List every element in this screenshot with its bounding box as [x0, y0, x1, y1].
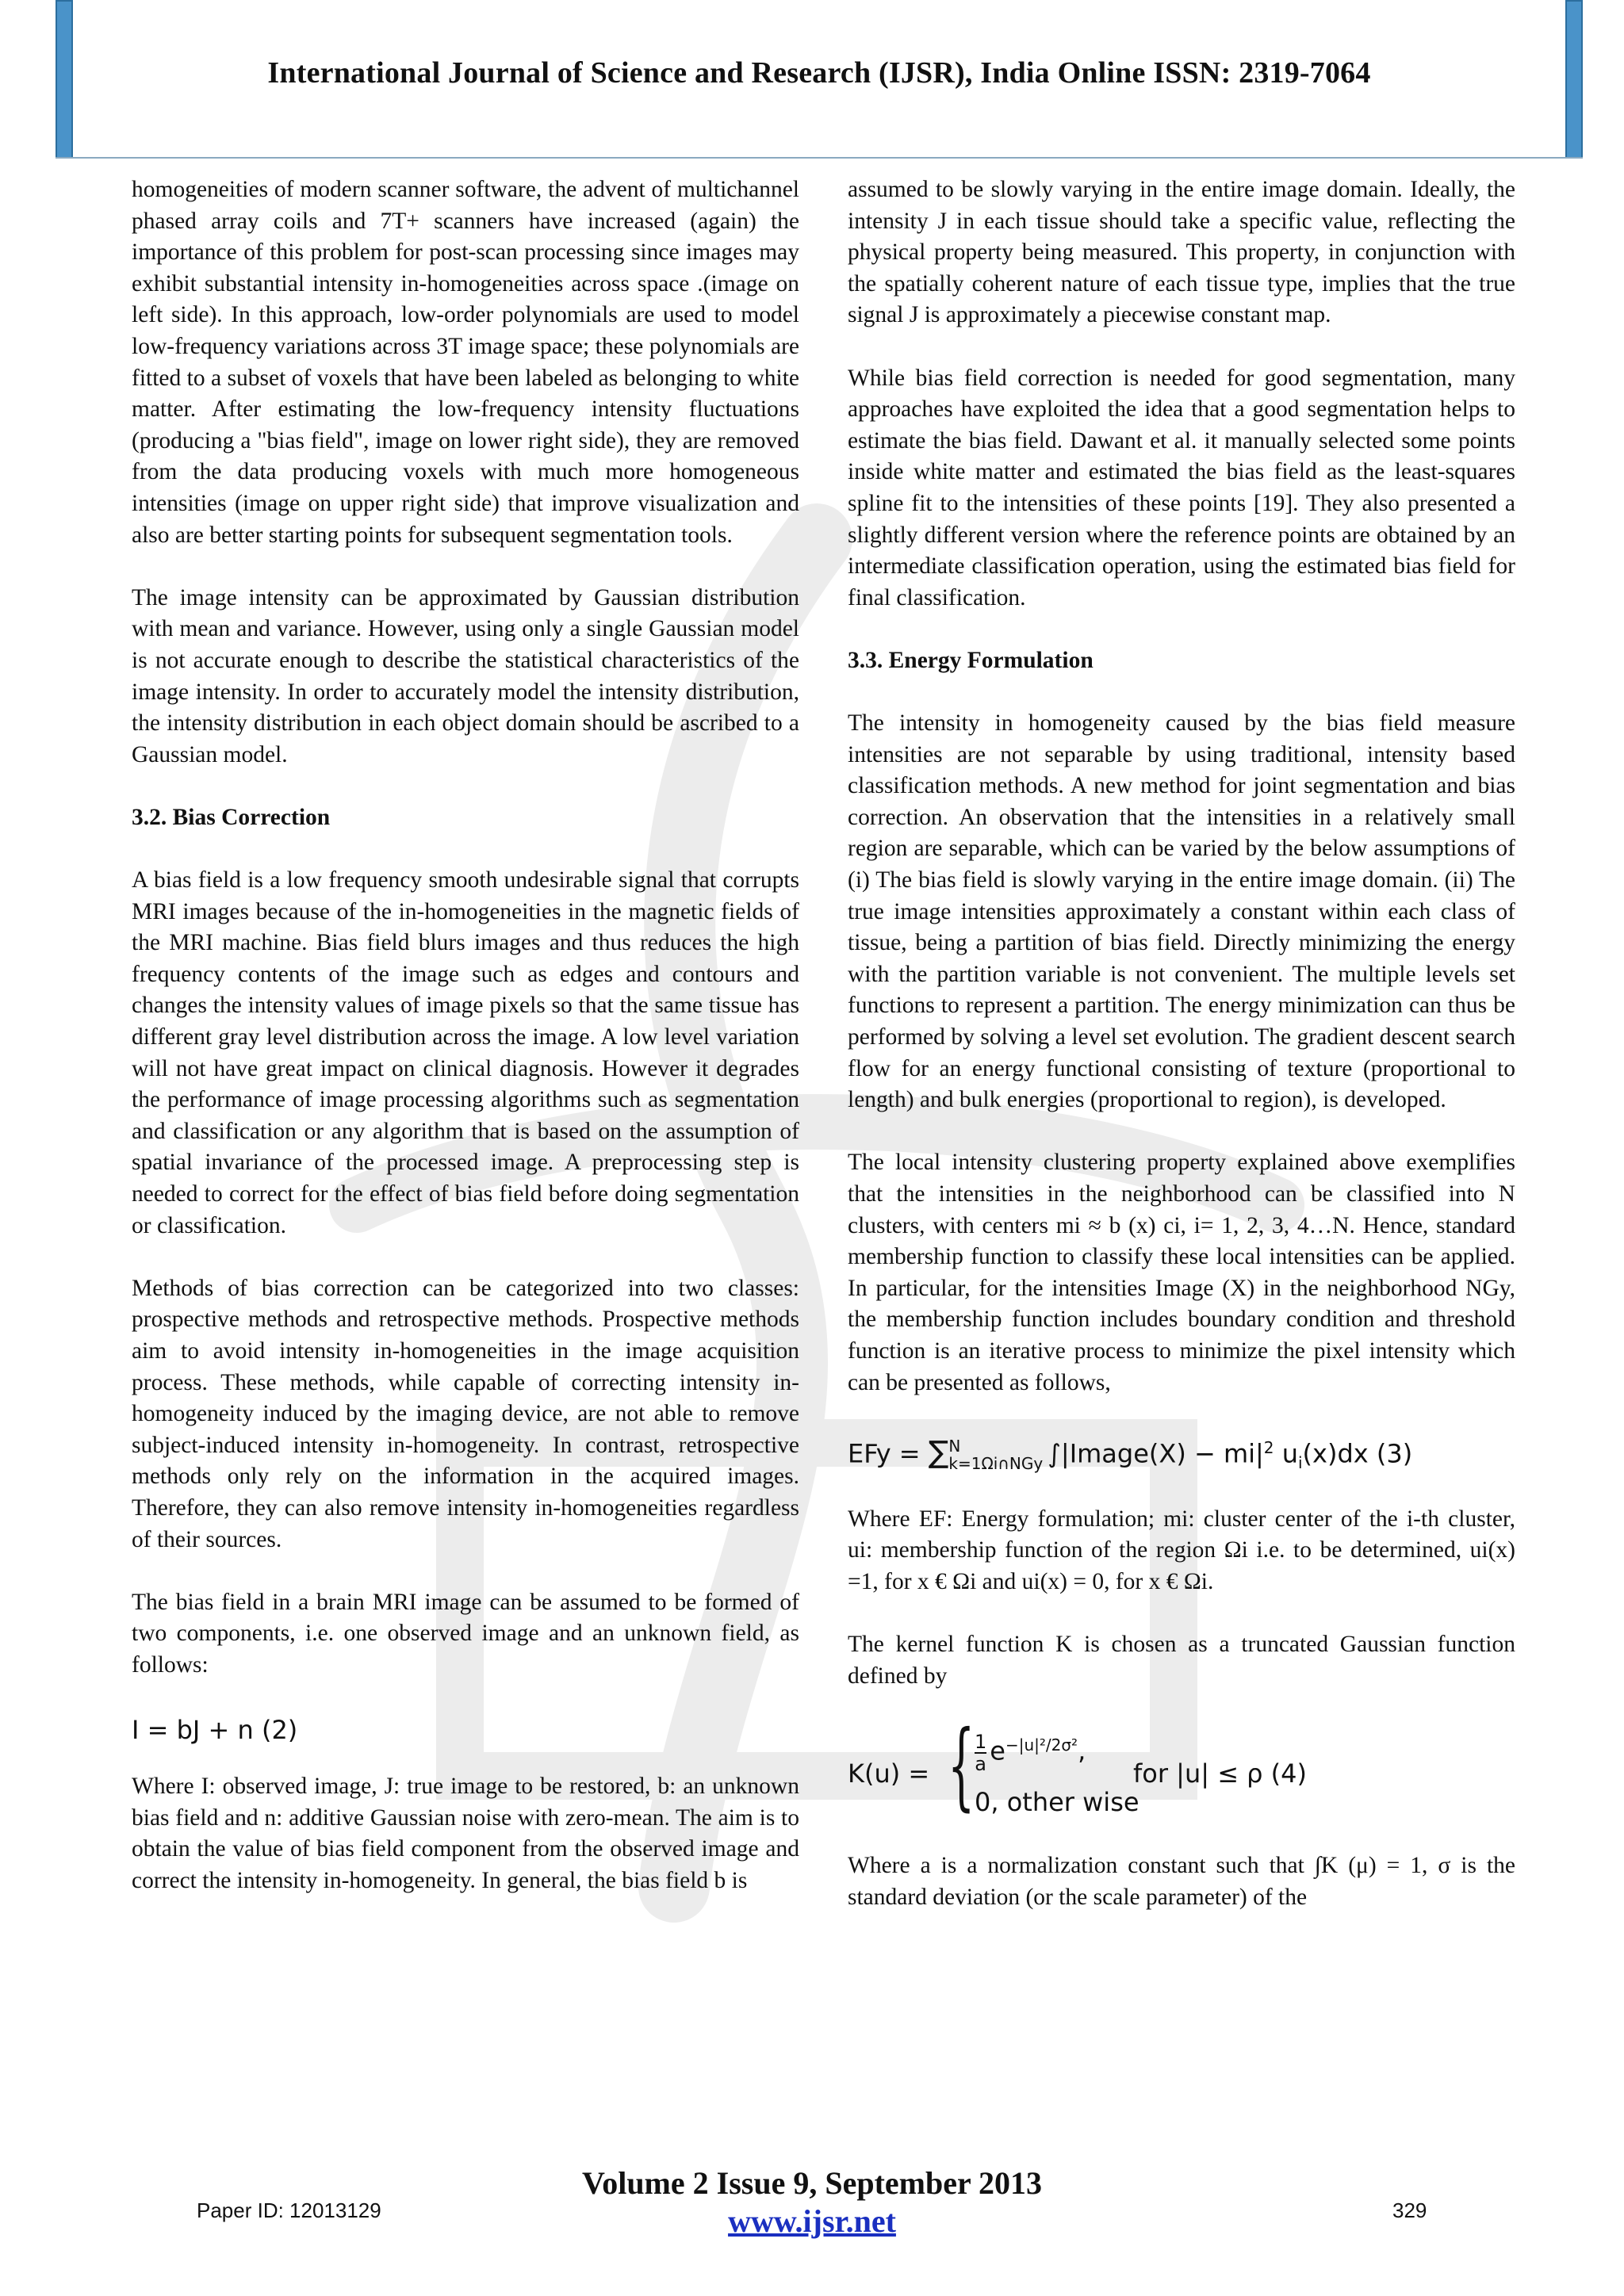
equation-4: K(u) = { $\frac{1}{a}$ $e^{-|u|^2/2\sigma^2}$, 0, other wise for |u| ≤ ρ (4) — [848, 1710, 1307, 1821]
paragraph: The bias field in a brain MRI image can be assumed to be formed of two components, i.e. one observed image and an unknown field, as follows: — [132, 1589, 799, 1678]
equation-3: EFy = ∑ N k=1Ωi∩NGy ∫|Image(X) − $mi|^2$ $u_i(x)dx$ (3) — [848, 1434, 1413, 1474]
page-number: 329 — [1392, 2198, 1427, 2222]
header-left-bar — [56, 0, 73, 159]
paragraph: While bias field correction is needed for good segmentation, many approaches have exploited the idea that a good segmentation helps to estimate the bias field. Dawant et al. it manually selected some points inside white matter and estimated the bias field as the least-squares spline fit to the intensities of these points [19]. They also presented a slightly different version where the reference points are obtained by an intermediate classification operation, using the estimated bias field for final classification. — [848, 365, 1515, 610]
paragraph: Where a is a normalization constant such that ∫K (μ) = 1, σ is the standard deviation (or the scale parameter) of the — [848, 1852, 1515, 1910]
left-column — [132, 174, 799, 1896]
journal-url-link[interactable]: www.ijsr.net — [728, 2203, 896, 2239]
left-brace: { — [948, 1710, 975, 1821]
section-heading-3-2: 3.2. Bias Correction — [132, 804, 331, 830]
header-right-bar — [1565, 0, 1583, 159]
paragraph: Methods of bias correction can be categorized into two classes: prospective methods and retrospective methods. Prospective methods aim to avoid intensity in-homogeneities in the image acquisition process. These methods, while capable of correcting intensity in-homogeneity induced by the imaging device, are not able to remove subject-induced intensity in-homogeneity. In contrast, retrospective methods only rely on the information in the acquired images. Therefore, they can also remove intensity in-homogeneities regardless of their sources. — [132, 1275, 799, 1552]
paragraph: Where I: observed image, J: true image to be restored, b: an unknown bias field and n: additive Gaussian noise with zero-mean. The aim is to obtain the value of bias field component from the observed image and correct the intensity in-homogeneity. In general, the bias field b is — [132, 1774, 799, 1893]
paragraph: Where EF: Energy formulation; mi: cluster center of the i-th cluster, ui: membership function of the region Ωi i.e. to be determined, ui(x) =1, for x € Ωi and ui(x) = 0, for x € Ωi. — [848, 1506, 1515, 1594]
paragraph: homogeneities of modern scanner software, the advent of multichannel phased array coils and 7T+ scanners have increased (again) the importance of this problem for post-scan processing since images may exhibit substantial intensity in-homogeneities across space .(image on left side). In this approach, low-order polynomials are used to model low-frequency variations across 3T image space; these polynomials are fitted to a subset of voxels that have been labeled as belonging to white matter. After estimating the low-frequency intensity fluctuations (producing a "bias field", image on lower right side), they are removed from the data producing voxels with much more homogeneous intensities (image on upper right side) that improve visualization and also are better starting points for subsequent segmentation tools. — [132, 177, 799, 548]
journal-title: International Journal of Science and Research (IJSR), India Online ISSN: 2319-7064 — [267, 56, 1371, 90]
volume-issue: Volume 2 Issue 9, September 2013 — [581, 2165, 1043, 2201]
paper-id: Paper ID: 12013129 — [197, 2198, 381, 2222]
paragraph: The local intensity clustering property explained above exemplifies that the intensities in the neighborhood can be classified into N clusters, with centers mi ≈ b (x) ci, i= 1, 2, 3, 4…N. Hence, standard membership function to classify these local intensities can be applied. In particular, for the intensities Image (X) in the neighborhood NGy, the membership function includes boundary condition and threshold function is an iterative process to minimize the pixel intensity which can be presented as follows, — [848, 1150, 1515, 1395]
paragraph: The kernel function K is chosen as a truncated Gaussian function defined by — [848, 1632, 1515, 1689]
paragraph: assumed to be slowly varying in the entire image domain. Ideally, the intensity J in each tissue should take a specific value, reflecting the physical property being measured. This property, in conjunction with the spatially coherent nature of each tissue type, implies that the true signal J is approximately a piecewise constant map. — [848, 177, 1515, 328]
equation-2: I = bJ + n (2) — [132, 1715, 298, 1746]
section-heading-3-3: 3.3. Energy Formulation — [848, 647, 1094, 673]
right-column — [848, 174, 1515, 1913]
header-rule — [56, 157, 1583, 159]
paragraph: The intensity in homogeneity caused by the bias field measure intensities are not separable by using traditional, intensity based classification methods. A new method for joint segmentation and bias correction. An observation that the intensities in a relatively small region are separable, which can be varied by the below assumptions of (i) The bias field is slowly varying in the entire image domain. (ii) The true image intensities approximately a constant within each class of tissue, being a partition of bias field. Directly minimizing the energy with the partition variable is not convenient. The multiple levels set functions to represent a partition. The energy minimization can thus be performed by solving a level set evolution. The gradient descent search flow for an energy functional consisting of texture (proportional to length) and bulk energies (proportional to region), is developed. — [848, 710, 1515, 1113]
paragraph: A bias field is a low frequency smooth undesirable signal that corrupts MRI images because of the in-homogeneities in the magnetic fields of the MRI machine. Bias field blurs images and thus reduces the high frequency contents of the image such as edges and contours and changes the intensity values of image pixels so that the same tissue has different gray level distribution across the image. A low level variation will not have great impact on clinical diagnosis. However it degrades the performance of image processing algorithms such as segmentation and classification or any algorithm that is based on the assumption of spatial invariance of the processed image. A preprocessing step is needed to correct for the effect of bias field before doing segmentation or classification. — [132, 867, 799, 1238]
paragraph: The image intensity can be approximated by Gaussian distribution with mean and variance. However, using only a single Gaussian model is not accurate enough to describe the statistical characteristics of the image intensity. In order to accurately model the intensity distribution, the intensity distribution in each object domain should be ascribed to a Gaussian model. — [132, 584, 799, 767]
